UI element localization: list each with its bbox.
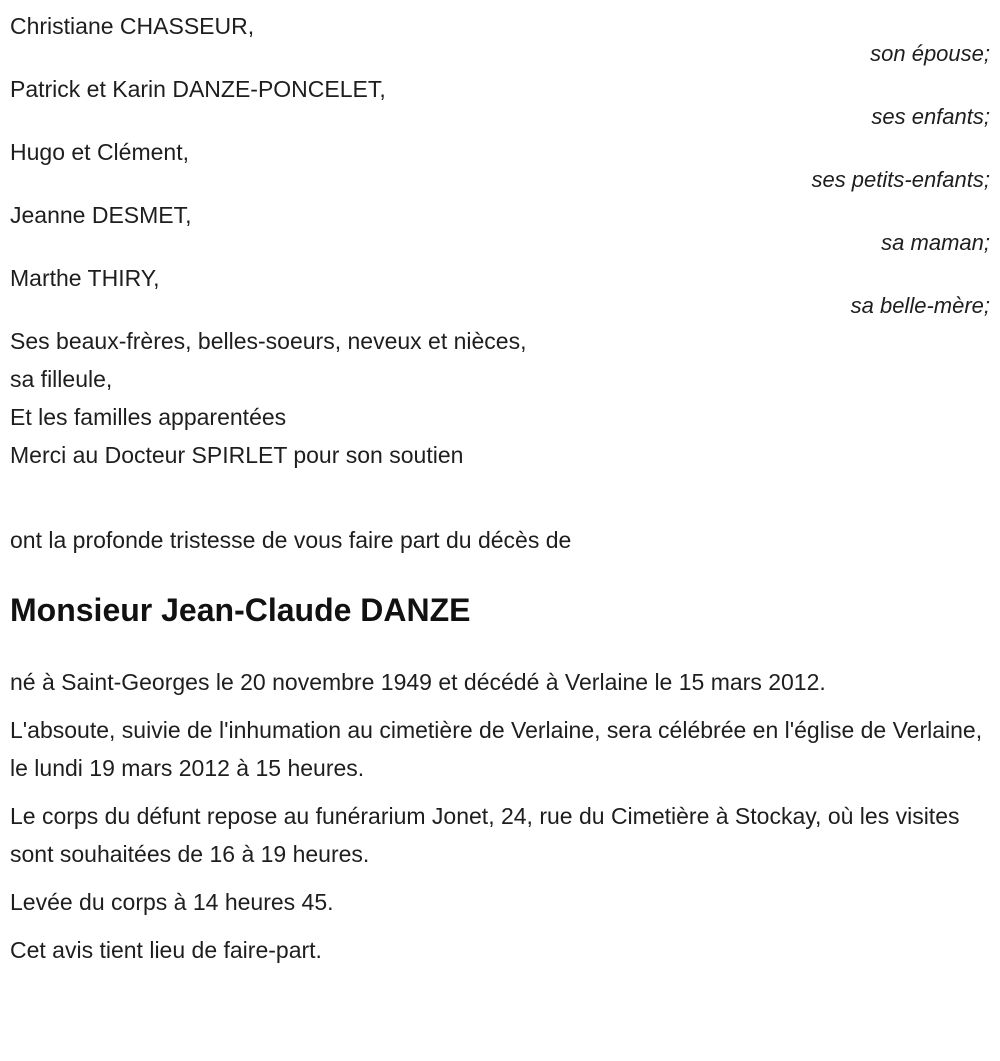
mourner-name: Jeanne DESMET, [10,202,192,228]
deceased-name-heading: Monsieur Jean-Claude DANZE [10,592,471,628]
additional-family-lines [10,327,990,470]
mourner-name: Christiane CHASSEUR, [10,13,255,39]
announcement-line: ont la profonde tristesse de vous faire part du décès de [10,527,572,553]
mourner-name: Patrick et Karin DANZE-PONCELET, [10,76,386,102]
family-line: Merci au Docteur SPIRLET pour son soutien [10,442,464,468]
mourner-name: Hugo et Clément, [10,139,189,165]
avis-line: Cet avis tient lieu de faire-part. [10,937,322,963]
relation-row [10,264,990,320]
relation-label: ses petits-enfants; [811,167,990,192]
relation-row [10,75,990,131]
relation-row [10,138,990,194]
relation-row [10,12,990,68]
funeral-details [10,663,990,969]
family-line: Et les familles apparentées [10,404,287,430]
relation-label: sa maman; [881,230,990,255]
ceremony-line: L'absoute, suivie de l'inhumation au cimetière de Verlaine, sera célébrée en l'église de Verlaine, le lundi 19 mars 2012 à 15 heures. [10,717,983,781]
birth-death-line: né à Saint-Georges le 20 novembre 1949 et décédé à Verlaine le 15 mars 2012. [10,669,826,695]
relation-label: ses enfants; [871,104,990,129]
funerarium-line: Le corps du défunt repose au funérarium Jonet, 24, rue du Cimetière à Stockay, où les visites sont souhaitées de 16 à 19 heures. [10,803,960,867]
relation-label: sa belle-mère; [850,293,990,318]
family-line: sa filleule, [10,366,113,392]
levee-du-corps-line: Levée du corps à 14 heures 45. [10,889,334,915]
relation-label: son épouse; [870,41,990,66]
relation-row [10,201,990,257]
mourner-name: Marthe THIRY, [10,265,160,291]
mourners-list [10,12,990,320]
family-line: Ses beaux-frères, belles-soeurs, neveux et nièces, [10,328,527,354]
